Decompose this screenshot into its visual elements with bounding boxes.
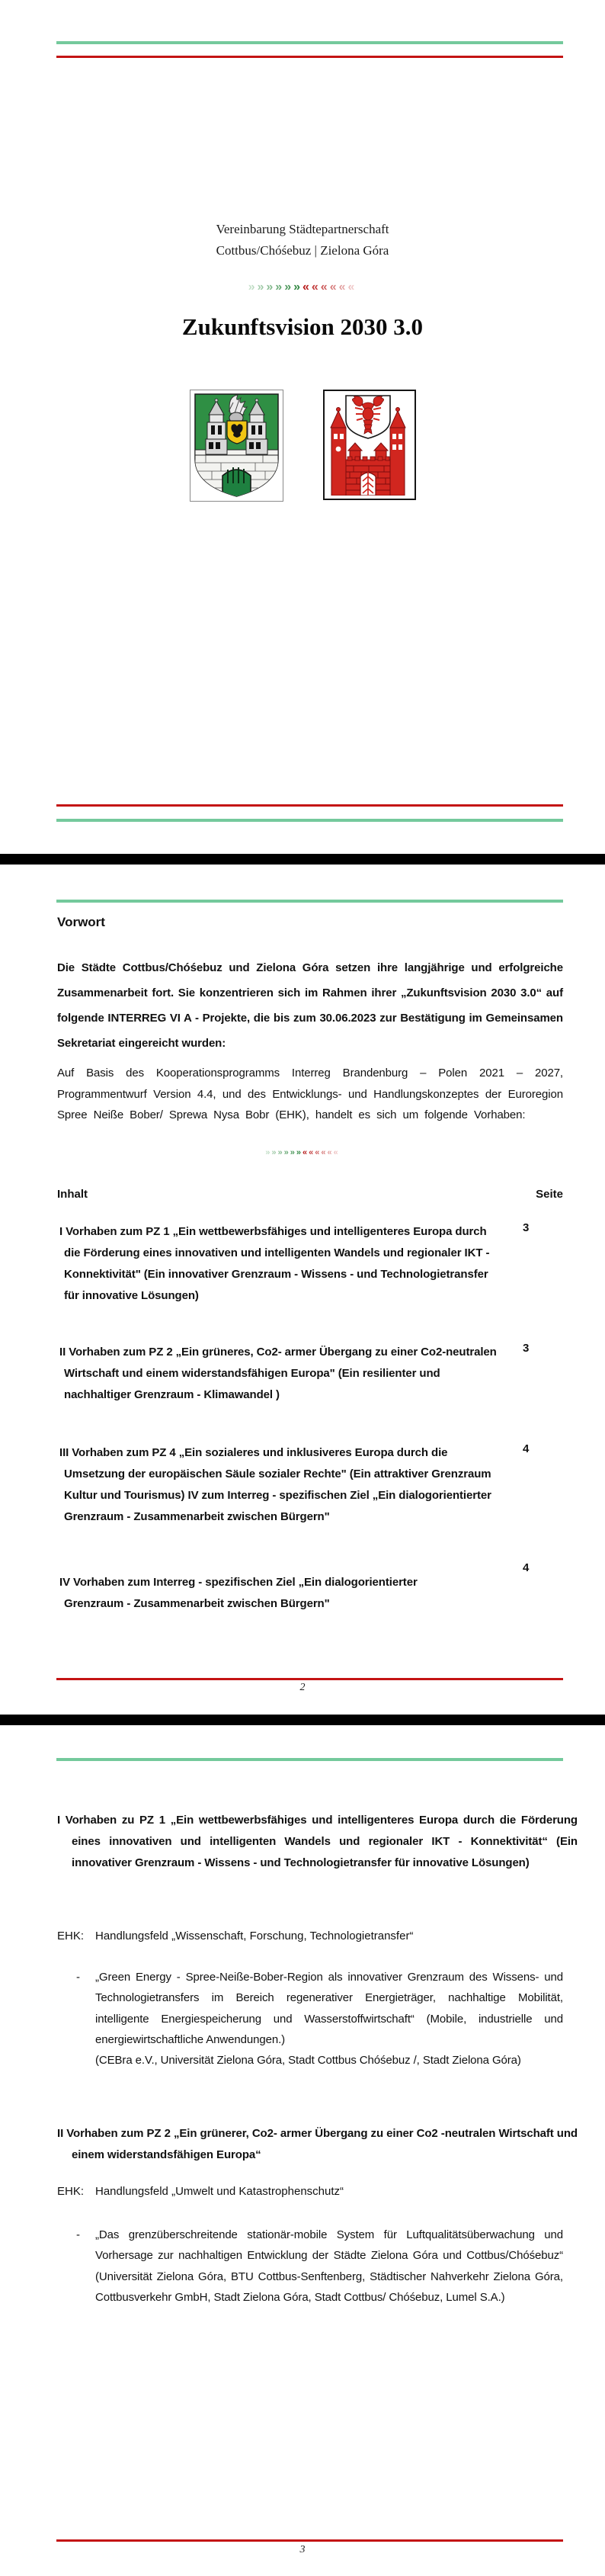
toc-item-1-page: 3 — [523, 1221, 530, 1234]
vorwort-heading: Vorwort — [57, 915, 105, 929]
ehk-row-1 — [57, 1930, 563, 1942]
bullet-item-green-energy — [76, 1967, 563, 2071]
cottbus-coat-of-arms-icon — [323, 390, 416, 500]
page1-bottom-red-rule — [56, 804, 563, 807]
bullet-dash-icon: - — [76, 2228, 80, 2241]
toc-page-column-heading: Seite — [536, 1188, 563, 1201]
page2-footer-red-rule — [56, 1678, 563, 1680]
page1-bottom-green-rule — [56, 819, 563, 822]
page2-top-green-rule — [56, 900, 563, 903]
partnership-header-line1: Vereinbarung Städtepartnerschaft — [216, 222, 389, 236]
bullet-dash-icon: - — [76, 1971, 80, 1984]
chevron-left-icon: «««««« — [302, 1148, 340, 1157]
chevron-left-icon: «««««« — [302, 281, 357, 294]
document-title: Zukunftsvision 2030 3.0 — [181, 313, 424, 340]
ehk-label: EHK: — [57, 2185, 85, 2198]
chevron-divider — [0, 281, 605, 294]
page3-number: 3 — [299, 2544, 306, 2555]
toc-item-1: I Vorhaben zum PZ 1 „Ein wettbewerbsfähiges und intelligenteres Europa durch die Förderung eines innovativen und intelligenten Wandels und regionaler IKT - Konnektivität" (Ein innovativer Grenzraum - Wissens - und Technologietransfer für innovative Lösungen) — [59, 1225, 490, 1302]
top-red-rule — [56, 56, 563, 58]
page3-footer-red-rule — [56, 2539, 563, 2542]
zielona-gora-coat-of-arms-icon — [190, 390, 283, 502]
chevron-right-icon: »»»»»» — [265, 1148, 302, 1157]
toc-item-2-page: 3 — [523, 1342, 530, 1355]
basis-paragraph: Auf Basis des Kooperationsprogramms Interreg Brandenburg – Polen 2021 – 2027, Programmentwurf Version 4.4, und des Entwicklungs- und Handlungskonzeptes der Euroregion Spree Neiße Bober/ Sprewa Nysa Bobr (EHK), handelt es sich um folgende Vorhaben: — [57, 1067, 563, 1121]
toc-item-4-page: 4 — [523, 1561, 530, 1574]
toc-item-3-page: 4 — [523, 1442, 530, 1455]
coats-of-arms-row — [0, 390, 605, 502]
section-heading-pz2: II Vorhaben zum PZ 2 „Ein grünerer, Co2- armer Übergang zu einer Co2 -neutralen Wirtschaft und einem widerstandsfähigen Europa“ — [57, 2127, 578, 2161]
page3-top-green-rule — [56, 1758, 563, 1761]
ehk-row-2 — [57, 2185, 563, 2198]
intro-paragraph-bold: Die Städte Cottbus/Chóśebuz und Zielona Góra setzen ihre langjährige und erfolgreiche Zusammenarbeit fort. Sie konzentrieren sich im Rahmen ihrer „Zukunftsvision 2030 3.0“ auf folgende INTERREG VI A - Projekte, die bis zum 30.06.2023 zur Bestätigung im Gemeinsamen Sekretariat eingereicht wurden: — [57, 961, 563, 1050]
page2-number: 2 — [299, 1682, 306, 1693]
toc-heading: Inhalt — [57, 1188, 88, 1201]
chevron-divider-small — [0, 1148, 605, 1157]
bullet2-text: „Das grenzüberschreitende stationär-mobile System für Luftqualitätsüberwachung und Vorhersage zur nachhaltigen Entwicklung der Städte Zielona Góra und Cottbus/Chóśebuz“ (Universität Zielona Góra, BTU Cottbus-Senftenberg, Städtischer Nahverkehr Zielona Góra, Cottbusverkehr GmbH, Stadt Zielona Góra, Stadt Cottbus/ Chóśebuz, Lumel S.A.) — [95, 2228, 563, 2304]
toc-item-3: III Vorhaben zum PZ 4 „Ein sozialeres und inklusiveres Europa durch die Umsetzung der europäischen Säule sozialer Rechte" (Ein attraktiver Grenzraum Kultur und Tourismus) IV zum Interreg - spezifischen Ziel „Ein dialogorientierter Grenzraum - Zusammenarbeit zwischen Bürgern" — [59, 1446, 491, 1523]
ehk2-text: Handlungsfeld „Umwelt und Katastrophenschutz“ — [95, 2185, 344, 2198]
chevron-right-icon: »»»»»» — [248, 281, 302, 294]
ehk-label: EHK: — [57, 1930, 85, 1942]
section-heading-pz1: I Vorhaben zu PZ 1 „Ein wettbewerbsfähiges und intelligenteres Europa durch die Förderung eines innovativen und intelligenten Wandels und regionaler IKT - Konnektivität“ (Ein innovativer Grenzraum - Wissens - und Technologietransfer für innovative Lösungen) — [57, 1814, 578, 1869]
top-green-rule — [56, 41, 563, 44]
toc-item-4: IV Vorhaben zum Interreg - spezifischen Ziel „Ein dialogorientierter Grenzraum - Zusammenarbeit zwischen Bürgern" — [59, 1576, 418, 1610]
ehk1-text: Handlungsfeld „Wissenschaft, Forschung, Technologietransfer“ — [95, 1930, 414, 1942]
partnership-header-line2: Cottbus/Chóśebuz | Zielona Góra — [216, 243, 389, 258]
bullet-item-air-quality — [76, 2225, 563, 2308]
page-separator — [0, 854, 605, 865]
bullet1-participants: (CEBra e.V., Universität Zielona Góra, Stadt Cottbus Chóśebuz /, Stadt Zielona Góra) — [95, 2054, 521, 2068]
toc-item-2: II Vorhaben zum PZ 2 „Ein grüneres, Co2- armer Übergang zu einer Co2-neutralen Wirtschaft und einem widerstandsfähigen Europa" (Ein resilienter und nachhaltiger Grenzraum - Klimawandel ) — [59, 1346, 497, 1401]
bullet1-text: „Green Energy - Spree-Neiße-Bober-Region als innovativer Grenzraum des Wissens- und Technologietransfers im Bereich regenerativer Energieträger, nachhaltige Mobilität, intelligente Energiespeicherung und Wasserstoffwirtschaft“ (Mobile, industrielle und energiewirtschaftliche Anwendungen.) — [95, 1971, 563, 2046]
page-separator — [0, 1715, 605, 1725]
